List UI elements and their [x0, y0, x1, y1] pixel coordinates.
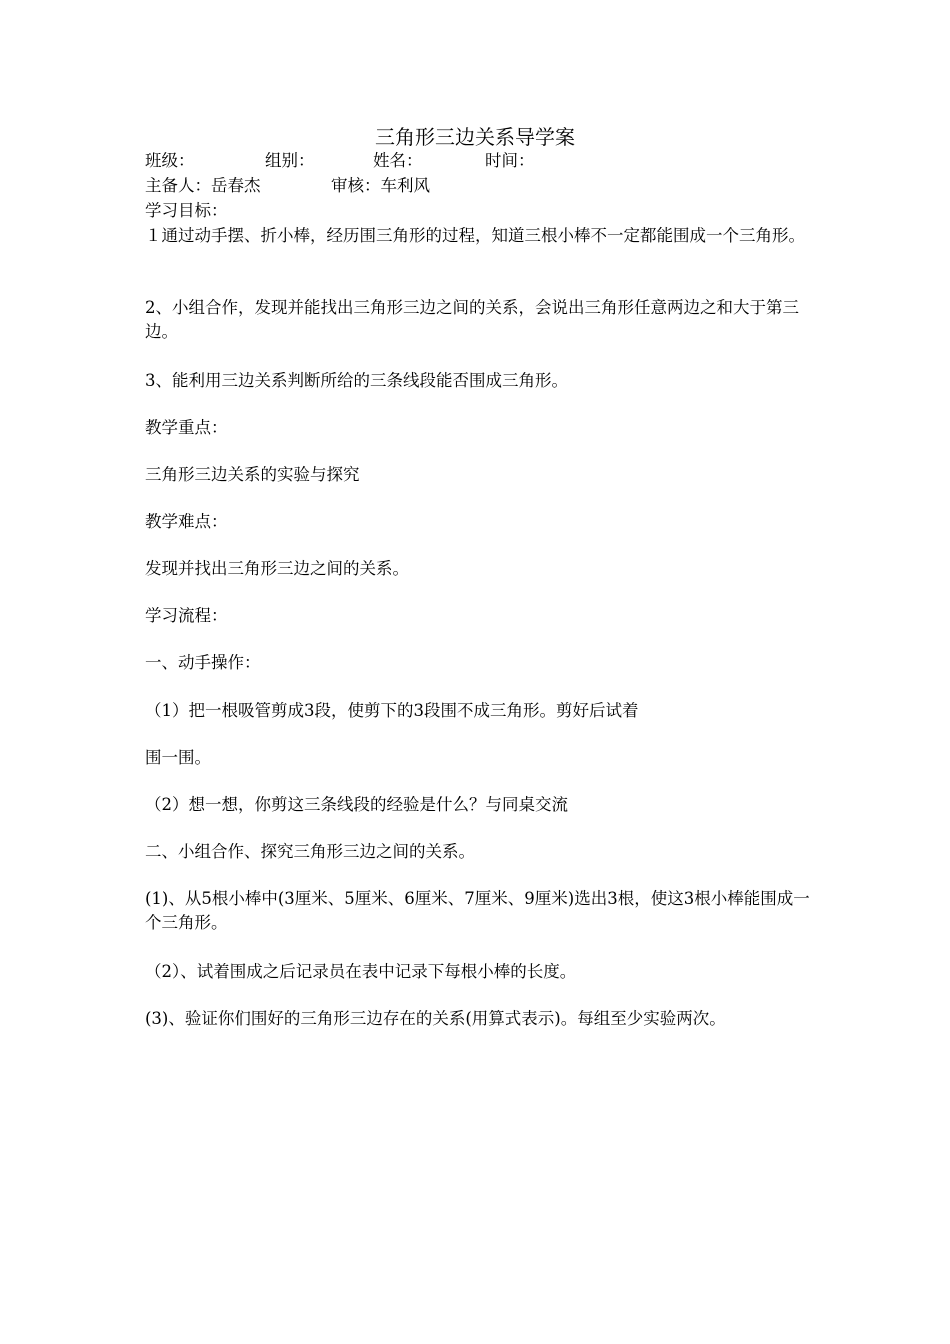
part1-step2: （2）想一想，你剪这三条线段的经验是什么？与同桌交流 [145, 795, 568, 814]
key-point-heading: 教学重点： [145, 418, 228, 437]
process-heading: 学习流程： [145, 606, 228, 625]
part1-step1-line1: （1）把一根吸管剪成3段，使剪下的3段围不成三角形。剪好后试着 [145, 701, 639, 720]
header-fields [145, 149, 815, 173]
objective-item-2: 2、小组合作，发现并能找出三角形三边之间的关系，会说出三角形任意两边之和大于第三边。 [145, 298, 799, 341]
key-point-text: 三角形三边关系的实验与探究 [145, 465, 360, 484]
part2-heading: 二、小组合作、探究三角形三边之间的关系。 [145, 842, 475, 861]
part2-step2: （2）、试着围成之后记录员在表中记录下每根小棒的长度。 [145, 962, 577, 981]
part1-step1-line2: 围一围。 [145, 748, 211, 767]
time-label: 时间： [485, 151, 535, 170]
class-label: 班级： [145, 151, 195, 170]
group-label: 组别： [265, 151, 315, 170]
objectives-heading: 学习目标： [145, 201, 228, 220]
prepared-by: 主备人：岳春杰 [145, 176, 261, 195]
document-title: 三角形三边关系导学案 [375, 125, 575, 149]
part2-step1: (1)、从5根小棒中(3厘米、5厘米、6厘米、7厘米、9厘米)选出3根，使这3根小棒能围成一个三角形。 [145, 889, 810, 932]
name-label: 姓名： [373, 151, 423, 170]
part2-step3: (3)、验证你们围好的三角形三边存在的关系(用算式表示)。每组至少实验两次。 [145, 1009, 726, 1028]
reviewed-by: 审核：车利风 [331, 176, 430, 195]
difficulty-heading: 教学难点： [145, 512, 228, 531]
part1-heading: 一、动手操作： [145, 653, 261, 672]
objective-item-3: 3、能利用三边关系判断所给的三条线段能否围成三角形。 [145, 371, 568, 390]
authors-line [145, 174, 815, 198]
objective-item-1: １通过动手摆、折小棒，经历围三角形的过程，知道三根小棒不一定都能围成一个三角形。 [145, 226, 805, 245]
difficulty-text: 发现并找出三角形三边之间的关系。 [145, 559, 409, 578]
